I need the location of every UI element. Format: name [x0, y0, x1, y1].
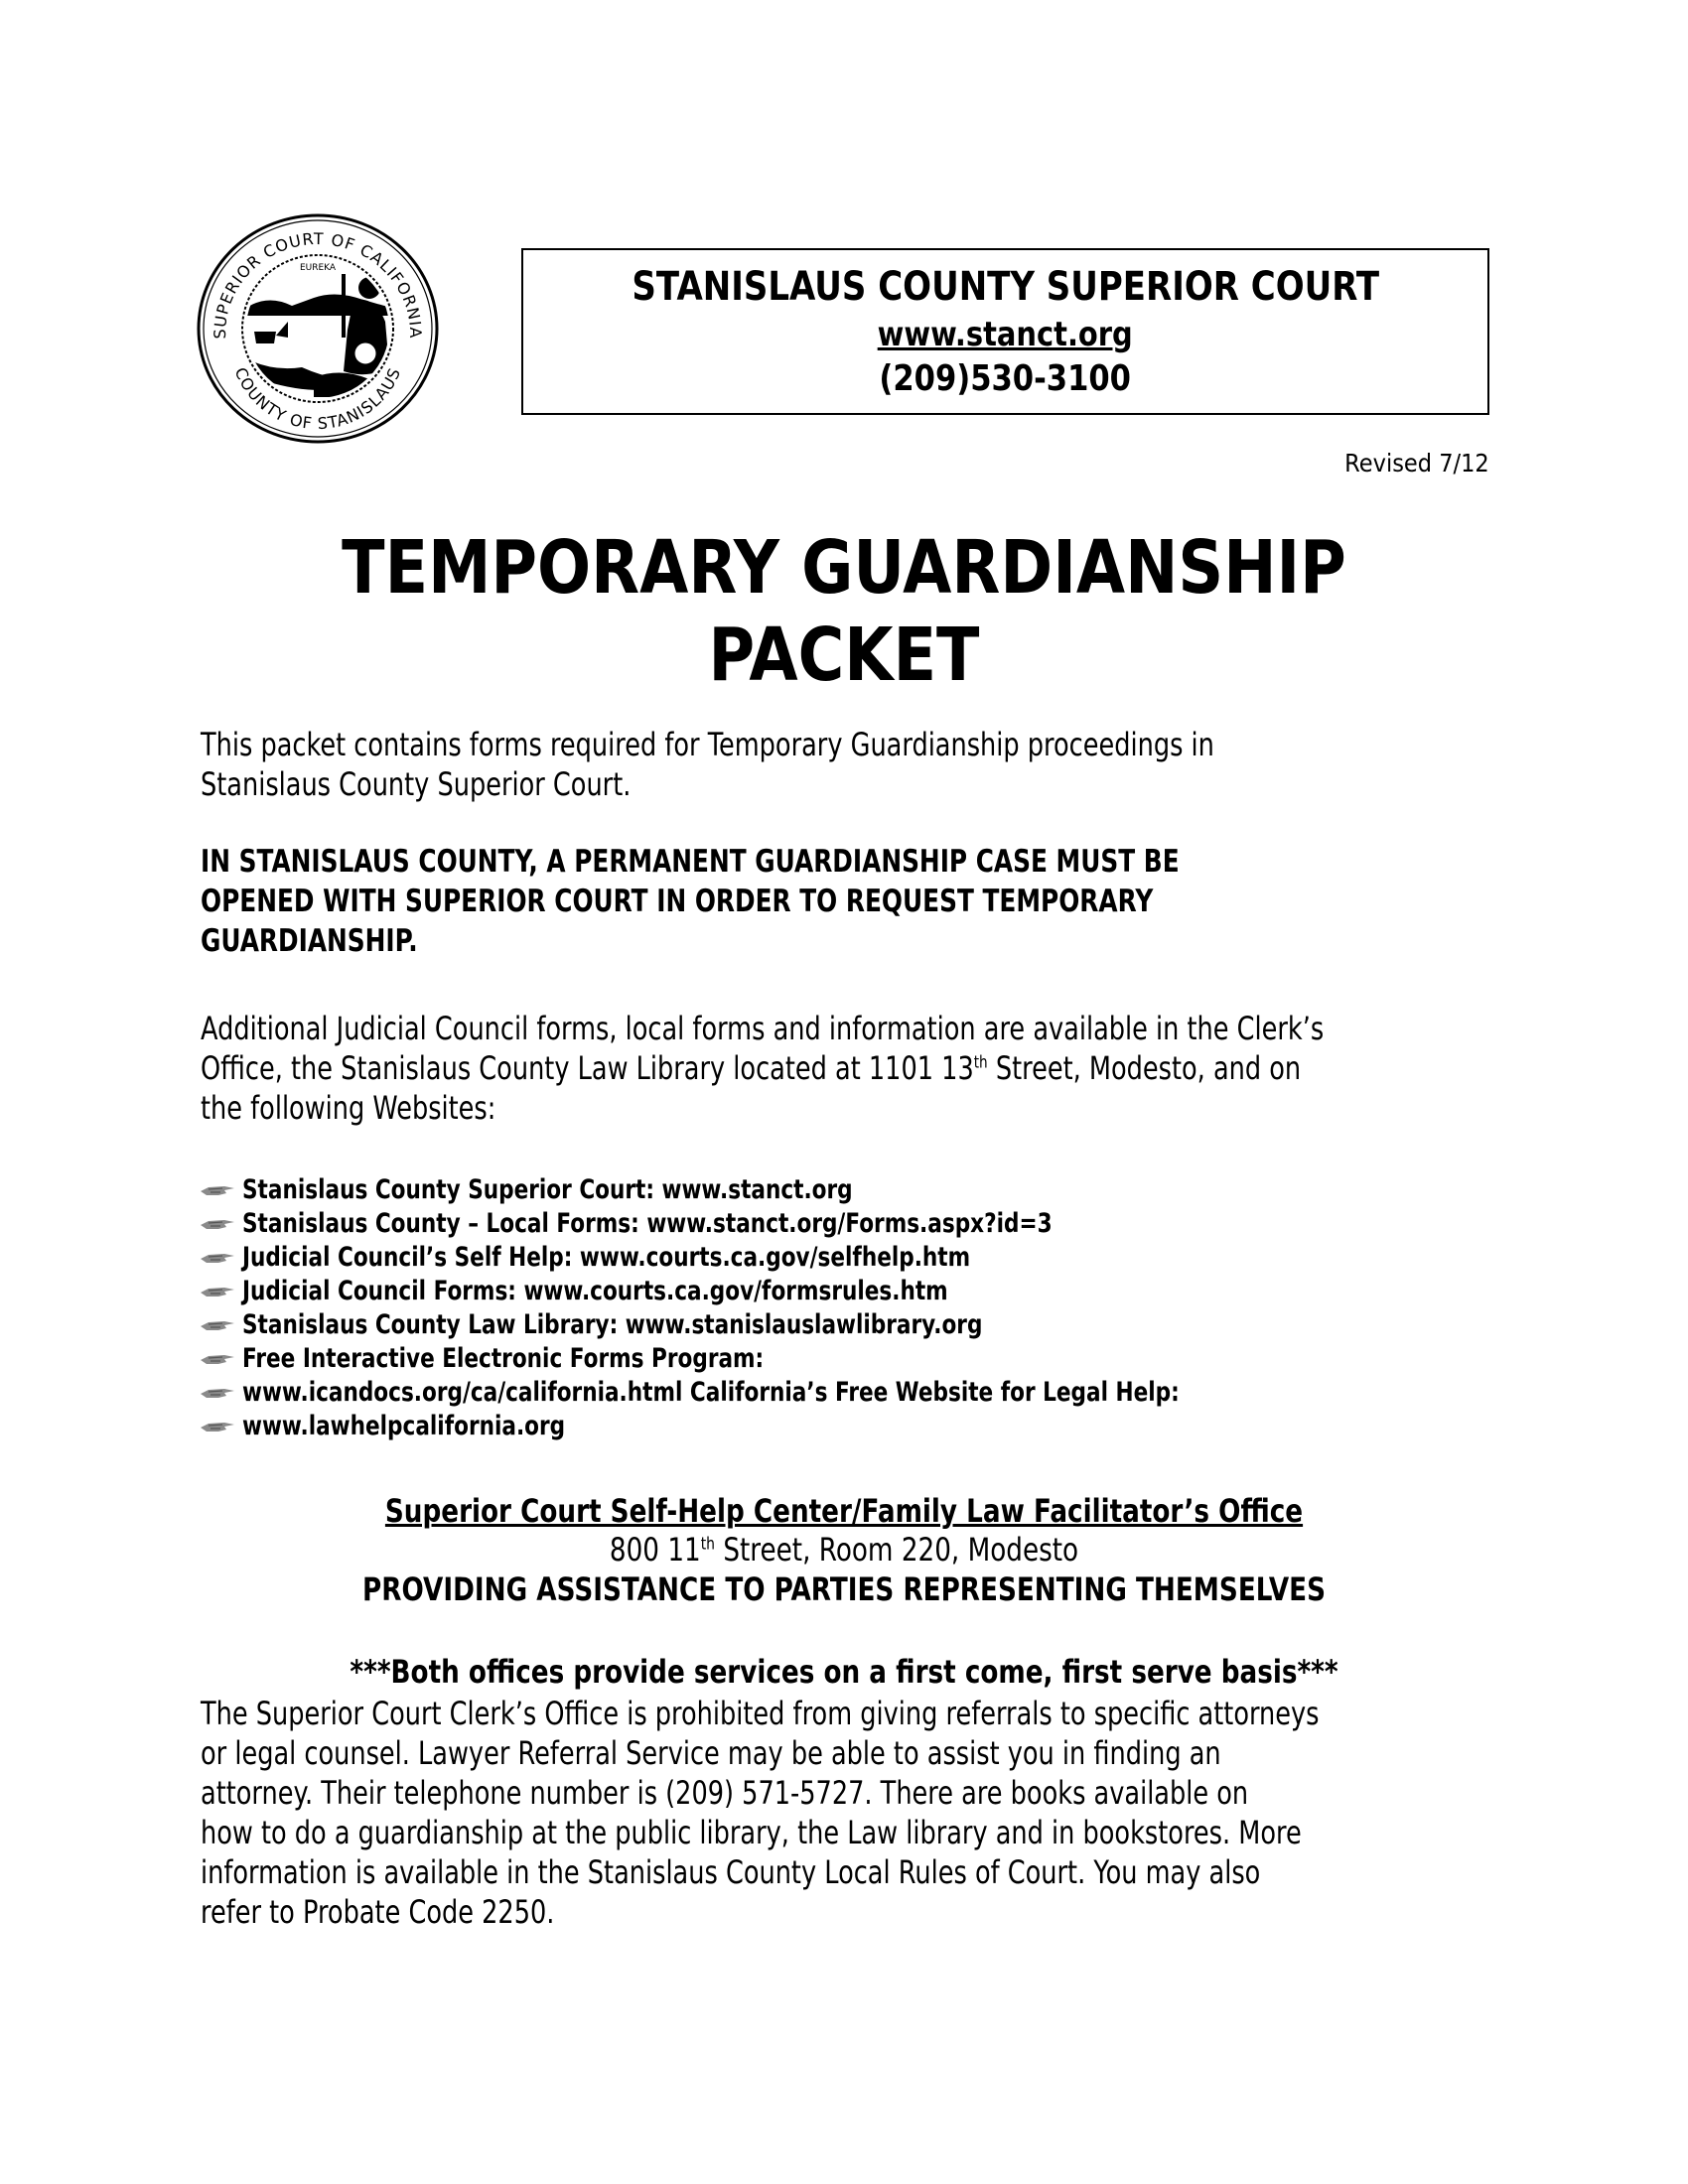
- service-basis-text: ***Both offices provide services on a first come, first serve basis***: [350, 1653, 1338, 1691]
- self-help-center: [99, 1491, 1589, 1610]
- website-list-item: [199, 1410, 1414, 1443]
- svg-text:COUNTY OF STANISLAUS: COUNTY OF STANISLAUS: [230, 364, 405, 434]
- website-link-text[interactable]: www.icandocs.org/ca/california.html California’s Free Website for Legal Help:: [242, 1377, 1180, 1408]
- closing-line: refer to Probate Code 2250.: [201, 1893, 555, 1931]
- warning-line: IN STANISLAUS COUNTY, A PERMANENT GUARDIANSHIP CASE MUST BE: [201, 844, 1180, 880]
- website-link-text[interactable]: Stanislaus County Law Library: www.stanislauslawlibrary.org: [242, 1309, 983, 1340]
- closing-line: The Superior Court Clerk’s Office is prohibited from giving referrals to specific attorneys: [201, 1695, 1320, 1732]
- court-website-link[interactable]: www.stanct.org: [877, 315, 1134, 354]
- warning-paragraph: [201, 842, 1591, 961]
- self-help-title: Superior Court Self-Help Center/Family Law Facilitator’s Office: [384, 1492, 1304, 1530]
- website-list: [199, 1173, 1414, 1443]
- website-link-text[interactable]: Judicial Council’s Self Help: www.courts.ca.gov/selfhelp.htm: [242, 1242, 971, 1273]
- court-name: STANISLAUS COUNTY SUPERIOR COURT: [632, 264, 1379, 310]
- website-list-item: [199, 1241, 1414, 1275]
- website-link-text[interactable]: www.lawhelpcalifornia.org: [242, 1411, 566, 1441]
- additional-line: Additional Judicial Council forms, local forms and information are available in the Clerk’s: [201, 1010, 1325, 1047]
- intro-line: Stanislaus County Superior Court.: [201, 765, 632, 803]
- website-list-item: [199, 1308, 1414, 1342]
- revision-date: Revised 7/12: [1344, 449, 1489, 478]
- warning-line: OPENED WITH SUPERIOR COURT IN ORDER TO REQUEST TEMPORARY: [201, 884, 1154, 919]
- closing-line: information is available in the Stanislaus County Local Rules of Court. You may also: [201, 1853, 1261, 1891]
- additional-line: Office, the Stanislaus County Law Library located at 1101 13th Street, Modesto, and on: [201, 1049, 1302, 1087]
- website-list-item: [199, 1207, 1414, 1241]
- warning-line: GUARDIANSHIP.: [201, 923, 418, 959]
- website-list-item: [199, 1275, 1414, 1308]
- pointing-hand-icon: [199, 1181, 238, 1199]
- closing-line: attorney. Their telephone number is (209) 571-5727. There are books available on: [201, 1774, 1249, 1812]
- closing-line: or legal counsel. Lawyer Referral Service may be able to assist you in finding an: [201, 1734, 1221, 1772]
- pointing-hand-icon: [199, 1350, 238, 1368]
- website-link-text[interactable]: Stanislaus County Superior Court: www.stanct.org: [242, 1174, 853, 1205]
- svg-text:SUPERIOR COURT OF CALIFORNIA: SUPERIOR COURT OF CALIFORNIA: [210, 228, 426, 340]
- website-link-text[interactable]: Free Interactive Electronic Forms Program:: [242, 1343, 765, 1374]
- pointing-hand-icon: [199, 1384, 238, 1402]
- closing-line: how to do a guardianship at the public library, the Law library and in bookstores. More: [201, 1814, 1302, 1851]
- pointing-hand-icon: [199, 1283, 238, 1300]
- pointing-hand-icon: [199, 1418, 238, 1435]
- service-basis-note: [99, 1652, 1589, 1692]
- svg-text:EUREKA: EUREKA: [299, 263, 337, 273]
- court-phone: (209)530-3100: [879, 358, 1132, 399]
- court-seal-logo: [195, 212, 441, 445]
- intro-line: This packet contains forms required for Temporary Guardianship proceedings in: [201, 726, 1214, 763]
- website-list-item: [199, 1376, 1414, 1410]
- additional-line: the following Websites:: [201, 1089, 496, 1127]
- additional-info-paragraph: [201, 1009, 1591, 1128]
- closing-paragraph: [201, 1694, 1591, 1932]
- website-link-text[interactable]: Judicial Council Forms: www.courts.ca.gov/formsrules.htm: [242, 1276, 948, 1306]
- self-help-tagline: PROVIDING ASSISTANCE TO PARTIES REPRESENTING THEMSELVES: [362, 1570, 1326, 1608]
- website-list-item: [199, 1342, 1414, 1376]
- website-list-item: [199, 1173, 1414, 1207]
- court-header-box: [521, 248, 1489, 415]
- pointing-hand-icon: [199, 1316, 238, 1334]
- website-link-text[interactable]: Stanislaus County – Local Forms: www.stanct.org/Forms.aspx?id=3: [242, 1208, 1053, 1239]
- page-title: [149, 524, 1539, 699]
- title-line-1: TEMPORARY GUARDIANSHIP: [342, 525, 1346, 611]
- pointing-hand-icon: [199, 1249, 238, 1267]
- pointing-hand-icon: [199, 1215, 238, 1233]
- self-help-address: 800 11th Street, Room 220, Modesto: [609, 1531, 1079, 1569]
- intro-paragraph: [201, 725, 1591, 804]
- title-line-2: PACKET: [708, 613, 980, 698]
